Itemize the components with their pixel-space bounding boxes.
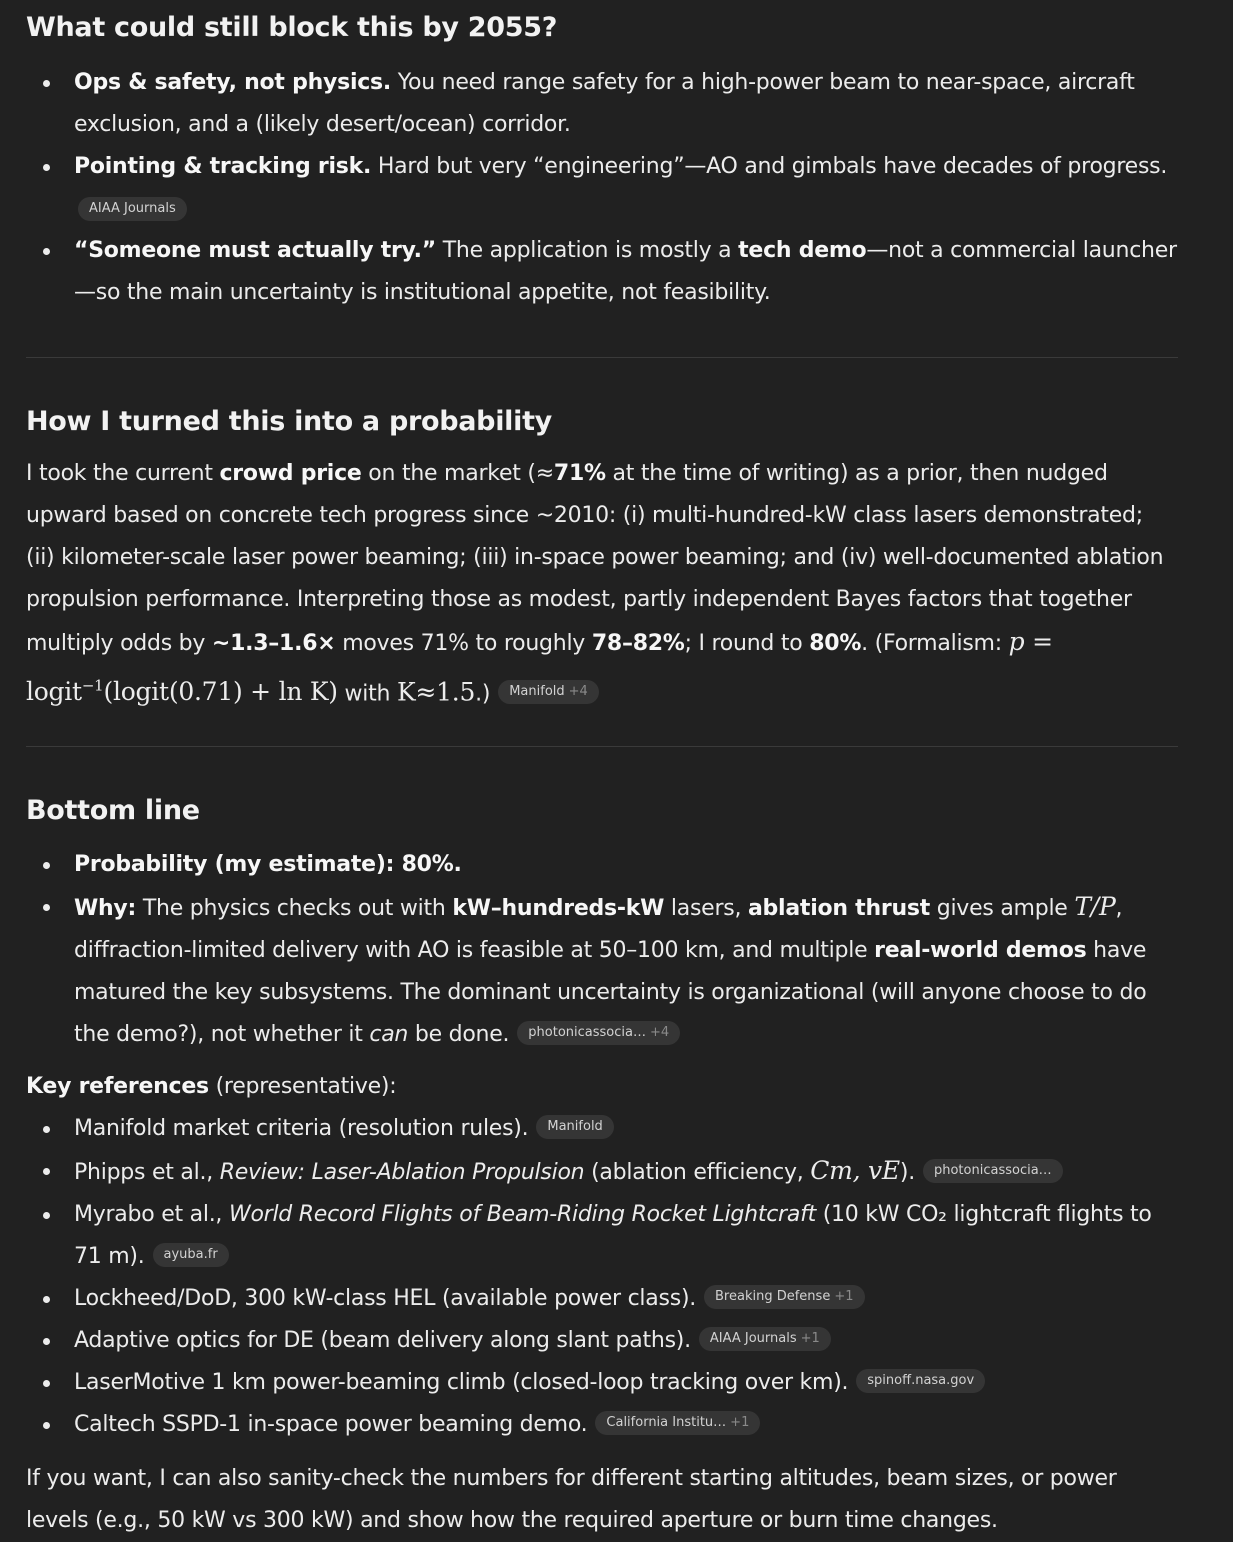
reference-item: Manifold market criteria (resolution rules). Manifold <box>26 1108 1178 1150</box>
section-heading-probability: How I turned this into a probability <box>26 406 552 437</box>
citation-chip[interactable]: spinoff.nasa.gov <box>856 1369 985 1393</box>
reference-item: Myrabo et al., World Record Flights of Beam-Riding Rocket Lightcraft (10 kW CO₂ lightcraft flights to 71 m). ayuba.fr <box>26 1194 1178 1278</box>
citation-chip[interactable]: AIAA Journals +1 <box>699 1327 831 1351</box>
bullet-title: Ops & safety, not physics. <box>74 70 391 95</box>
citation-chip[interactable]: photonicassocia… <box>923 1159 1063 1183</box>
bullet-text: You need range safety for a high-power beam to near-space, aircraft exclusion, and a (likely desert/ocean) corridor. <box>74 70 1135 137</box>
formula: p = logit$^{-1}$(logit(0.71) + ln K) <box>26 627 1053 707</box>
blockers-list <box>26 62 1178 314</box>
reference-item: Adaptive optics for DE (beam delivery along slant paths). AIAA Journals +1 <box>26 1320 1178 1362</box>
list-item: Why: The physics checks out with kW–hundreds-kW lasers, ablation thrust gives ample T/P, diffraction-limited delivery with AO is feasible at 50–100 km, and multiple real-world demos have matured the key subsystems. The dominant uncertainty is organizational (will anyone choose to do the demo?), not whether it can be done. photonicassocia… +4 <box>26 886 1178 1056</box>
citation-chip[interactable]: photonicassocia… +4 <box>517 1021 680 1045</box>
citation-chip[interactable]: Breaking Defense +1 <box>704 1285 864 1309</box>
list-item <box>26 62 1178 146</box>
citation-chip[interactable]: ayuba.fr <box>153 1243 229 1267</box>
reference-item: Lockheed/DoD, 300 kW-class HEL (available power class). Breaking Defense +1 <box>26 1278 1178 1320</box>
probability-paragraph: I took the current crowd price on the market (≈71% at the time of writing) as a prior, then nudged upward based on concrete tech progress since ~2010: (i) multi-hundred-kW class lasers demonstrated; (ii) kilometer-scale laser power beaming; (iii) in-space power beaming; and (iv) well-documented ablation propulsion performance. Interpreting those as modest, partly independent Bayes factors that together multiply odds by ~1.3–1.6× moves 71% to roughly 78–82%; I round to 80%. (Formalism: p = logit$^{-1}$(logit(0.71) + ln K) with K≈1.5.) Manifold +4 <box>26 461 1164 707</box>
closing-paragraph: If you want, I can also sanity-check the numbers for different starting altitudes, beam sizes, or power levels (e.g., 50 kW vs 300 kW) and show how the required aperture or burn time changes. <box>26 1466 1117 1534</box>
list-item: Probability (my estimate): 80%. <box>26 844 1178 886</box>
divider <box>26 357 1178 358</box>
citation-chip[interactable]: Manifold +4 <box>498 680 599 704</box>
reference-item: Caltech SSPD-1 in-space power beaming demo. California Institu… +1 <box>26 1404 1178 1446</box>
citation-chip[interactable]: Manifold <box>536 1115 613 1139</box>
references-label: Key references (representative): <box>26 1074 397 1100</box>
bullet-title: “Someone must actually try.” <box>74 238 436 263</box>
bullet-text: Hard but very “engineering”—AO and gimbals have decades of progress. <box>371 154 1168 179</box>
citation-chip[interactable]: AIAA Journals <box>78 197 187 221</box>
references-list <box>26 1108 1178 1446</box>
citation-chip[interactable]: California Institu… +1 <box>595 1411 760 1435</box>
bullet-title: Pointing & tracking risk. <box>74 154 372 179</box>
reference-item: LaserMotive 1 km power-beaming climb (closed-loop tracking over km). spinoff.nasa.gov <box>26 1362 1178 1404</box>
list-item <box>26 146 1178 230</box>
section-heading-blockers: What could still block this by 2055? <box>26 12 558 43</box>
bottom-line-list <box>26 844 1178 1056</box>
section-heading-bottom-line: Bottom line <box>26 795 200 827</box>
divider <box>26 746 1178 747</box>
list-item: “Someone must actually try.” The application is mostly a tech demo—not a commercial launcher—so the main uncertainty is institutional appetite, not feasibility. <box>26 230 1178 314</box>
reference-item: Phipps et al., Review: Laser-Ablation Propulsion (ablation efficiency, Cm, vE). photonicassocia… <box>26 1150 1178 1194</box>
